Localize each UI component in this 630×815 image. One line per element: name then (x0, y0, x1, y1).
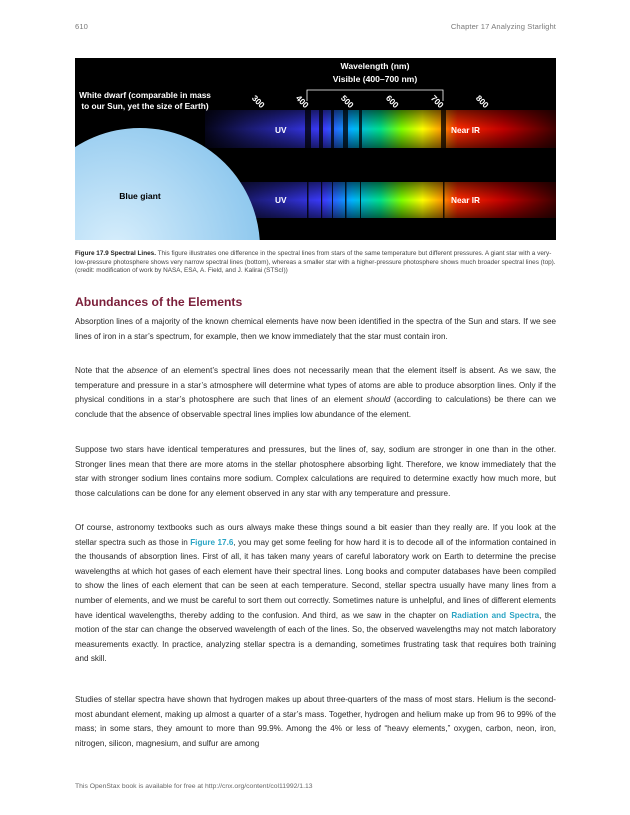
p2-emphasis-2: should (366, 395, 391, 405)
paragraph-5: Studies of stellar spectra have shown that hydrogen makes up about three-quarters of the mass of most stars. Helium is the second-most abundant element, making up almost a quarter of a star’s mass. Together, hydrogen and helium make up from 96 to 99% of the mass; in some stars, they amount to more than 99.9%. Among the 4% or less of “heavy elements,” oxygen, carbon, neon, iron, nitrogen, silicon, magnesium, and sulfur are among (75, 695, 556, 748)
p2-text-b: of an element’s spectral lines does not necessarily mean that the element itself is absent. As we saw, the temperature and pressure in a star’s atmosphere will determine what types of atoms are able to produce absorption lines. Only if the physical conditions in a star’s photosphere are such that lines of an element (75, 366, 556, 405)
p2-emphasis: absence (126, 366, 158, 375)
radiation-and-spectra-link[interactable]: Radiation and Spectra (451, 610, 540, 620)
p2-text-c: (according to calculations) be there can we conclude that the absence of observable spectral lines implies low abundance of the element. (75, 395, 556, 419)
wavelength-axis-title: Wavelength (nm) (340, 61, 410, 71)
uv-label-top: UV (275, 125, 287, 135)
tick-600: 600 (383, 93, 401, 110)
white-dwarf-label: White dwarf (comparable in mass to our Sun, yet the size of Earth) (79, 90, 211, 111)
tick-500: 500 (338, 93, 356, 110)
spectral-lines-figure (75, 58, 556, 240)
tick-400: 400 (293, 93, 311, 110)
p4-text-c: , the motion of the star can change the observed wavelength of each of the lines. So, the observed wavelengths may not match laboratory measurements exactly. In practice, analyzing stellar spectra is a demanding, sometimes frustrating task that requires both training and skill. (75, 610, 556, 664)
paragraph-2 (75, 364, 556, 422)
visible-range-label: Visible (400–700 nm) (332, 74, 418, 84)
paragraph-4 (75, 521, 556, 667)
uv-label-bottom: UV (275, 195, 287, 205)
figure-caption (75, 250, 556, 276)
tick-800: 800 (473, 93, 491, 110)
p4-text-b: , you may get some feeling for how hard it is to decode all of the information contained in the thousands of absorption lines. First of all, it has taken many years of careful laboratory work on Earth to determine the precise wavelengths at which hot gases of each element have their spectral lines. Long books and computer databases have been compiled to show the lines of each element that can be seen at each temperature. Second, stellar spectra usually have many lines from a number of elements, and we must be careful to sort them out correctly. Sometimes nature is unhelpful, and lines of different elements have identical wavelengths, thereby adding to the confusion. And third, as we saw in the chapter on (75, 537, 556, 620)
caption-label: Figure 17.9 Spectral Lines. (75, 250, 156, 257)
spectrum-graphic (75, 58, 556, 240)
page-number: 610 (75, 22, 88, 31)
section-title: Abundances of the Elements (75, 295, 243, 309)
chapter-title: Chapter 17 Analyzing Starlight (450, 22, 556, 31)
p2-text-a: Note that the (75, 366, 127, 375)
footer-license: This OpenStax book is available for free at http://cnx.org/content/col11992/1.13 (75, 783, 313, 790)
figure-17-6-link[interactable]: Figure 17.6 (190, 537, 234, 547)
caption-text: This figure illustrates one difference in the spectral lines from stars of the same temperature but different pressures. A giant star with a very-low-pressure photosphere shows very narrow spectral lines (bottom), whereas a smaller star with a higher-pressure photosphere shows much broader spectral lines (top). (credit: modification of work by NASA, ESA, A. Field, and J. Kalirai (STScI)) (75, 250, 556, 275)
tick-300: 300 (249, 93, 267, 110)
near-ir-label-top: Near IR (451, 125, 481, 135)
paragraph-3: Suppose two stars have identical temperatures and pressures, but the lines of, say, sodium are stronger in one than in the other. Stronger lines mean that there are more atoms in the stellar photosphere absorbing light. Therefore, we know immediately that the star with stronger sodium lines contains more sodium. Complex calculations are required to determine exactly how much more, but those calculations can be done for any element observed in any star with any temperature and pressure. (75, 445, 556, 498)
near-ir-label-bottom: Near IR (451, 195, 481, 205)
blue-giant-label: Blue giant (119, 191, 161, 201)
paragraph-1: Absorption lines of a majority of the known chemical elements have now been identified in the spectra of the Sun and stars. If we see lines of iron in a star’s spectrum, for example, then we know immediately that the star must contain iron. (75, 317, 556, 341)
tick-700: 700 (428, 93, 446, 110)
p4-text-a: Of course, astronomy textbooks such as ours always make these things sound a bit easier than they really are. If you look at the stellar spectra such as those in (75, 523, 556, 547)
